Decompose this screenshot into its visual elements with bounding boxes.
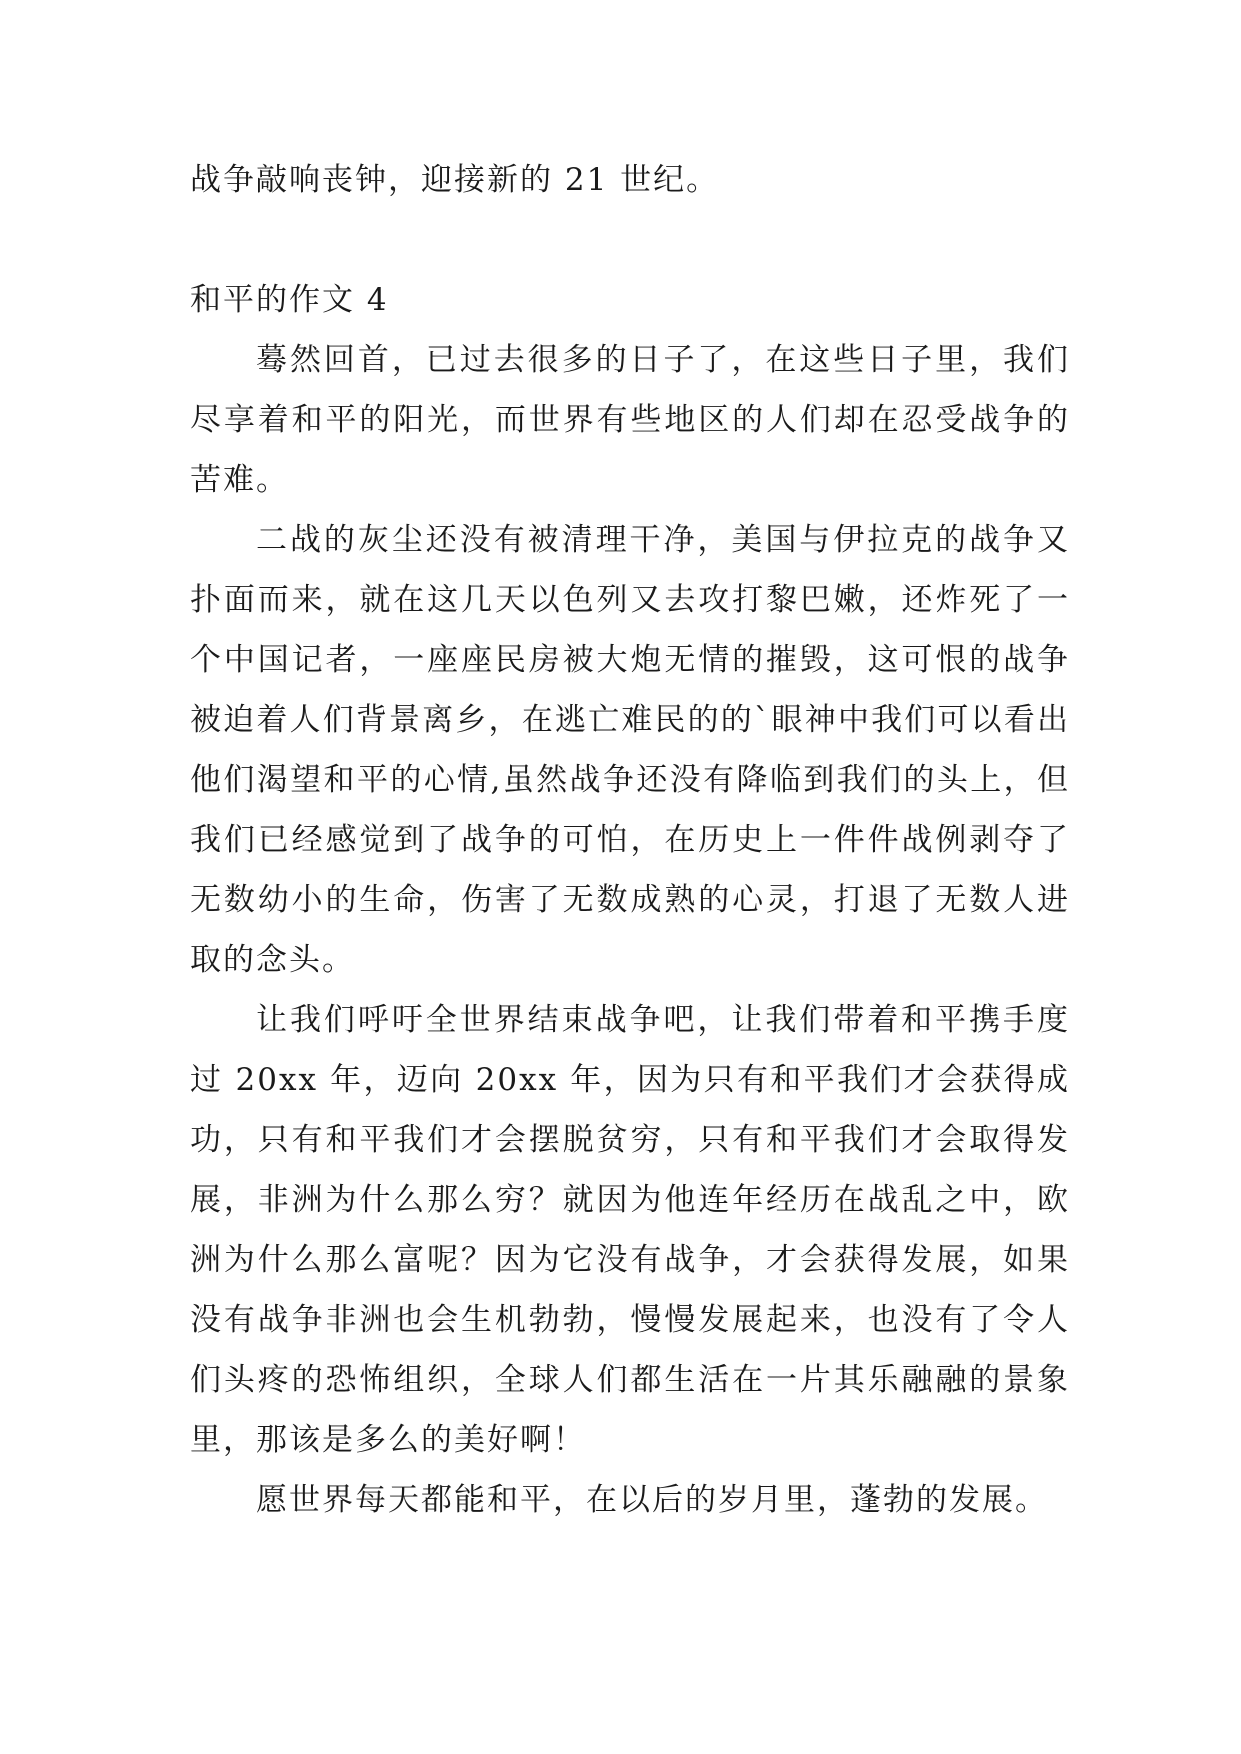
paragraph-3: 让我们呼吁全世界结束战争吧，让我们带着和平携手度过 20xx 年，迈向 20xx 年，因为只有和平我们才会获得成功，只有和平我们才会摆脱贫穷，只有和平我们才会取得发展，非洲为什么那么穷？就因为他连年经历在战乱之中，欧洲为什么那么富呢？因为它没有战争，才会获得发展，如果没有战争非洲也会生机勃勃，慢慢发展起来，也没有了令人们头疼的恐怖组织，全球人们都生活在一片其乐融融的景象里，那该是多么的美好啊！ <box>190 1002 1070 1458</box>
document-body <box>190 150 1070 1530</box>
paragraph-2: 二战的灰尘还没有被清理干净，美国与伊拉克的战争又扑面而来，就在这几天以色列又去攻打黎巴嫩，还炸死了一个中国记者，一座座民房被大炮无情的摧毁，这可恨的战争被迫着人们背景离乡，在逃亡难民的的`眼神中我们可以看出他们渴望和平的心情,虽然战争还没有降临到我们的头上，但我们已经感觉到了战争的可怕，在历史上一件件战例剥夺了无数幼小的生命，伤害了无数成熟的心灵，打退了无数人进取的念头。 <box>190 522 1070 978</box>
lead-line: 战争敲响丧钟，迎接新的 21 世纪。 <box>190 162 720 198</box>
paragraph-1: 蓦然回首，已过去很多的日子了，在这些日子里，我们尽享着和平的阳光，而世界有些地区的人们却在忍受战争的苦难。 <box>190 342 1070 498</box>
essay-heading: 和平的作文 4 <box>190 282 389 318</box>
paragraph-4: 愿世界每天都能和平，在以后的岁月里，蓬勃的发展。 <box>256 1482 1048 1518</box>
